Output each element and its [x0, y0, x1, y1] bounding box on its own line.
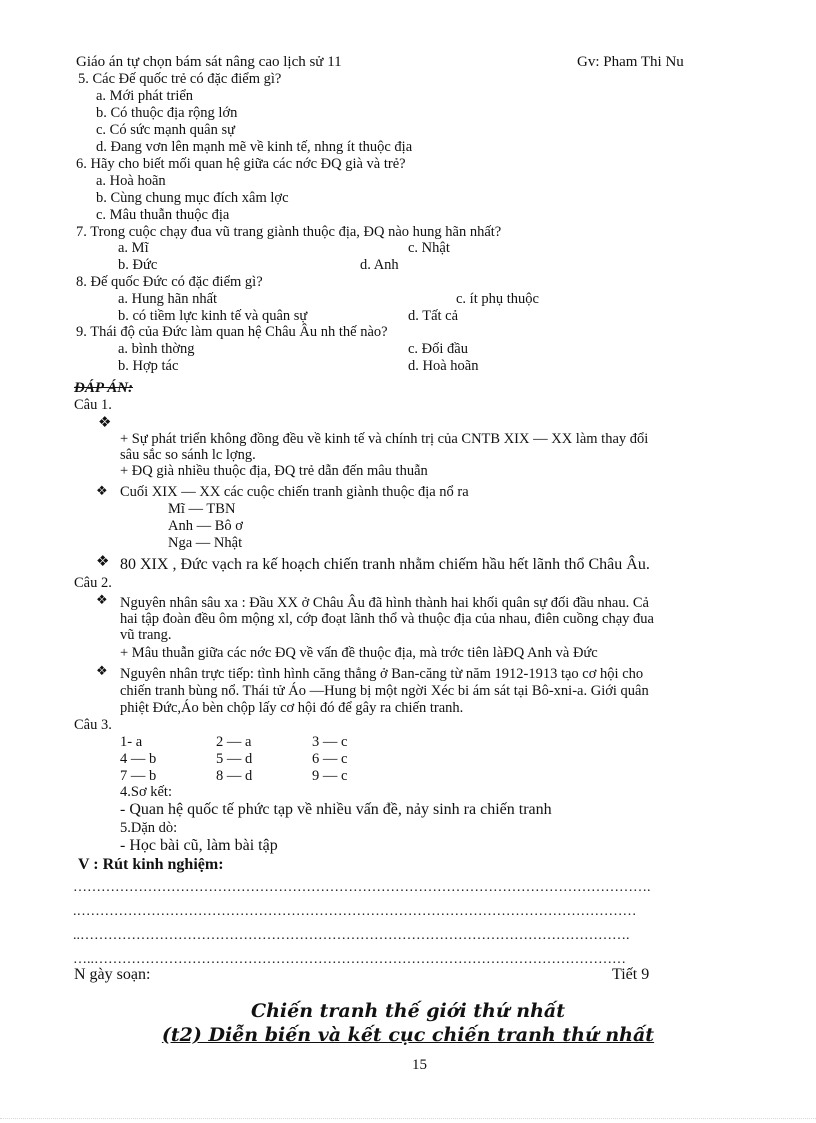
answer-9: 9 — c — [312, 768, 348, 784]
header-left: Giáo án tự chọn bám sát nâng cao lịch sử 11 — [76, 54, 342, 70]
cau1-b3: 80 XIX , Đức vạch ra kế hoạch chiến tranh nhằm chiếm hầu hết lãnh thổ Châu Âu. — [120, 556, 650, 573]
header-right: Gv: Pham Thi Nu — [577, 54, 684, 70]
notes-line-4: …..…………………………………………………………………………………………………… — [73, 952, 626, 967]
q7-option-b: b. Đức — [118, 257, 158, 273]
answer-3: 3 — c — [312, 734, 348, 750]
q8-option-c: c. ít phụ thuộc — [456, 291, 539, 307]
war-pair-2: Anh — Bô ơ — [168, 518, 243, 534]
cau1-b2: Cuối XIX — XX các cuộc chiến tranh giành thuộc địa nổ ra — [120, 484, 469, 500]
q5-option-b: b. Có thuộc địa rộng lớn — [96, 105, 238, 121]
q8-option-b: b. có tiềm lực kinh tế và quân sự — [118, 308, 308, 324]
q7-stem: 7. Trong cuộc chạy đua vũ trang giành thuộc địa, ĐQ nào hung hãn nhất? — [76, 224, 502, 240]
answer-8: 8 — d — [216, 768, 253, 784]
diamond-bullet-icon: ❖ — [96, 593, 108, 608]
cau2-p1-line1: Nguyên nhân sâu xa : Đầu XX ở Châu Âu đã hình thành hai khối quân sự đối đầu nhau. Cả — [120, 595, 649, 611]
answer-2: 2 — a — [216, 734, 252, 750]
cau2-p2-line3: phiệt Đức,Áo bèn chộp lấy cơ hội đó để gây ra chiến tranh. — [120, 700, 464, 716]
page-number: 15 — [412, 1057, 427, 1073]
q6-option-b: b. Cùng chung mục đích xâm lợc — [96, 190, 289, 206]
q7-option-d: d. Anh — [360, 257, 399, 273]
lesson-title: Chiến tranh thế giới thứ nhất — [250, 1000, 566, 1022]
diamond-bullet-icon: ❖ — [98, 413, 112, 431]
answer-4: 4 — b — [120, 751, 157, 767]
cau2-p1-line3: vũ trang. — [120, 627, 172, 643]
cau2-p1-line2: hai tập đoàn đều ôm mộng xl, cớp đoạt lãnh thổ và thuộc địa của nhau, điên cuồng chạy đua — [120, 611, 654, 627]
cau1-label: Câu 1. — [74, 397, 112, 413]
q8-option-a: a. Hung hãn nhất — [118, 291, 218, 307]
q9-option-d: d. Hoà hoãn — [408, 358, 479, 374]
q8-stem: 8. Đế quốc Đức có đặc điểm gì? — [76, 274, 263, 290]
q9-option-c: c. Đối đầu — [408, 341, 468, 357]
cau1-b1-line3: + ĐQ già nhiều thuộc địa, ĐQ trẻ dẫn đến mâu thuẫn — [120, 463, 428, 479]
q5-option-a: a. Mới phát triển — [96, 88, 194, 104]
cau1-b1-line2: sâu sắc so sánh lc lợng. — [120, 447, 256, 463]
answer-1: 1- a — [120, 734, 143, 750]
q7-option-c: c. Nhật — [408, 240, 450, 256]
war-pair-3: Nga — Nhật — [168, 535, 243, 551]
q7-option-a: a. Mĩ — [118, 240, 149, 256]
answers-heading: ĐÁP ÁN: — [74, 380, 134, 396]
answer-7: 7 — b — [120, 768, 157, 784]
dan-do-text: - Học bài cũ, làm bài tập — [120, 837, 278, 854]
so-ket-label: 4.Sơ kết: — [120, 784, 172, 800]
diamond-bullet-icon: ❖ — [96, 552, 110, 570]
cau1-b1-line1: + Sự phát triển không đồng đều về kinh tế và chính trị của CNTB XIX — XX làm thay đổi — [120, 431, 649, 447]
q8-option-d: d. Tất cả — [408, 308, 459, 324]
lesson-subtitle: (t2) Diễn biến và kết cục chiến tranh thứ nhất — [161, 1024, 655, 1046]
q6-option-c: c. Mâu thuẫn thuộc địa — [96, 207, 230, 223]
dan-do-label: 5.Dặn dò: — [120, 820, 178, 836]
notes-line-3: ..………………………………………………………………………………………………………. — [73, 928, 630, 943]
tiet-number: Tiết 9 — [612, 966, 650, 983]
notes-line-2: .………………………………………………………………………………………………………… — [73, 904, 637, 919]
cau3-label: Câu 3. — [74, 717, 112, 733]
answer-6: 6 — c — [312, 751, 348, 767]
q9-option-a: a. bình thờng — [118, 341, 195, 357]
diamond-bullet-icon: ❖ — [96, 664, 108, 679]
ngay-soan: N gày soạn: — [74, 966, 151, 983]
notes-line-1: ……………………………………………………………………………………………………………. — [73, 880, 651, 895]
q6-option-a: a. Hoà hoãn — [96, 173, 166, 189]
q9-stem: 9. Thái độ của Đức làm quan hệ Châu Âu nh thế nào? — [76, 324, 388, 340]
war-pair-1: Mĩ — TBN — [168, 501, 236, 517]
cau2-p2-line2: chiến tranh bùng nổ. Thái tử Áo —Hung bị một ngời Xéc bi ám sát tại Bô-xni-a. Giới quân — [120, 683, 649, 699]
q9-option-b: b. Hợp tác — [118, 358, 179, 374]
so-ket-text: - Quan hệ quốc tế phức tạp về nhiều vấn đề, nảy sinh ra chiến tranh — [120, 801, 552, 818]
cau2-label: Câu 2. — [74, 575, 112, 591]
q5-option-d: d. Đang vơn lên mạnh mẽ về kinh tế, nhng ít thuộc địa — [96, 139, 413, 155]
cau2-p2-line1: Nguyên nhân trực tiếp: tình hình căng thẳng ở Ban-căng từ năm 1912-1913 tạo cơ hội cho — [120, 666, 644, 682]
diamond-bullet-icon: ❖ — [96, 484, 108, 499]
page-divider — [0, 1118, 816, 1119]
q5-option-c: c. Có sức mạnh quân sự — [96, 122, 235, 138]
section5-heading: V : Rút kinh nghiệm: — [78, 856, 224, 873]
cau2-p1-line4: + Mâu thuẫn giữa các nớc ĐQ về vấn đề thuộc địa, mà trớc tiên làĐQ Anh và Đức — [120, 645, 598, 661]
q6-stem: 6. Hãy cho biết mối quan hệ giữa các nớc ĐQ già và trẻ? — [76, 156, 406, 172]
answer-5: 5 — d — [216, 751, 253, 767]
q5-stem: 5. Các Đế quốc trẻ có đặc điểm gì? — [78, 71, 282, 87]
